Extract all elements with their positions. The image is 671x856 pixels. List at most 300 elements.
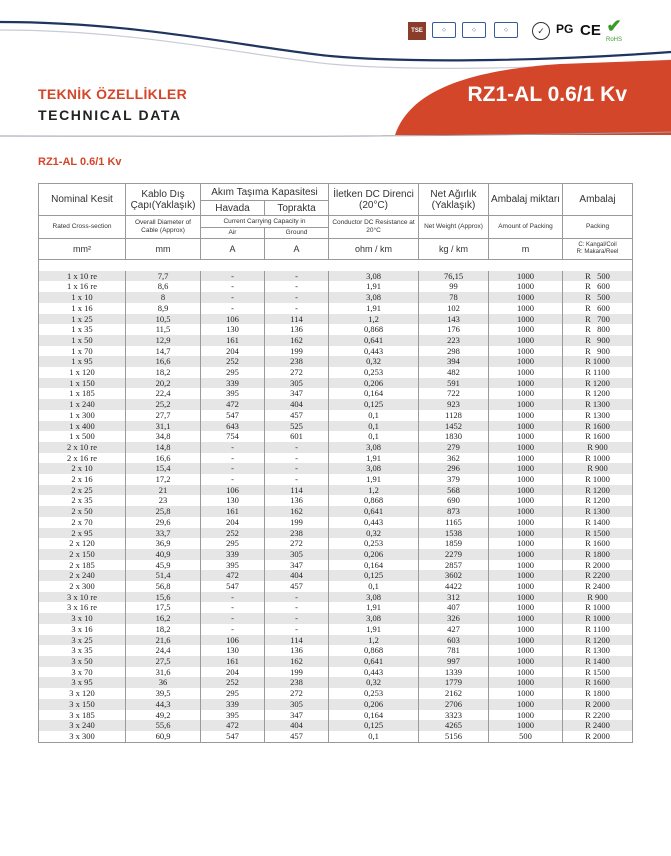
cell-air: 472 <box>201 570 265 581</box>
cell-weight: 568 <box>419 485 489 496</box>
cell-section: 3 x 25 <box>39 635 126 646</box>
cell-packing: R 1000 <box>563 453 633 464</box>
cell-section: 1 x 10 re <box>39 271 126 282</box>
cell-resistance: 0,206 <box>329 549 419 560</box>
cell-packing: R 1300 <box>563 506 633 517</box>
cell-section: 1 x 240 <box>39 399 126 410</box>
cell-diameter: 11,5 <box>126 324 201 335</box>
cell-section: 2 x 10 <box>39 463 126 474</box>
cell-diameter: 31,1 <box>126 421 201 432</box>
cell-diameter: 15,4 <box>126 463 201 474</box>
tse-mark-icon: TSE <box>408 22 426 40</box>
cell-packing: R 1600 <box>563 677 633 688</box>
cell-section: 1 x 35 <box>39 324 126 335</box>
unit-air: A <box>201 239 265 260</box>
cell-air: 547 <box>201 731 265 742</box>
cell-resistance: 0,253 <box>329 367 419 378</box>
cell-ground: 272 <box>265 688 329 699</box>
cell-ground: 525 <box>265 421 329 432</box>
cell-diameter: 10,5 <box>126 314 201 325</box>
cell-section: 1 x 150 <box>39 378 126 389</box>
cell-resistance: 3,08 <box>329 442 419 453</box>
cell-ground: 272 <box>265 538 329 549</box>
cell-weight: 326 <box>419 613 489 624</box>
cell-amount: 1000 <box>489 463 563 474</box>
cell-air: 547 <box>201 581 265 592</box>
cell-resistance: 0,641 <box>329 335 419 346</box>
cell-packing: R 900 <box>563 463 633 474</box>
cell-diameter: 40,9 <box>126 549 201 560</box>
table-row <box>39 281 633 292</box>
cell-packing: R 1000 <box>563 602 633 613</box>
cell-air: 130 <box>201 645 265 656</box>
cell-section: 2 x 120 <box>39 538 126 549</box>
cell-section: 2 x 35 <box>39 495 126 506</box>
cell-ground: 347 <box>265 388 329 399</box>
table-row <box>39 677 633 688</box>
cell-resistance: 0,1 <box>329 421 419 432</box>
cell-ground: 136 <box>265 495 329 506</box>
cell-resistance: 1,91 <box>329 281 419 292</box>
cell-amount: 1000 <box>489 699 563 710</box>
check-icon: ✔ <box>606 16 622 36</box>
cell-packing: R 1300 <box>563 399 633 410</box>
cell-air: 161 <box>201 506 265 517</box>
cell-weight: 591 <box>419 378 489 389</box>
certification-diamond-icon: ◇ <box>432 22 456 38</box>
cell-packing: R 900 <box>563 442 633 453</box>
header-amount: Ambalaj miktarı <box>489 184 563 216</box>
table-row <box>39 731 633 742</box>
cell-amount: 1000 <box>489 292 563 303</box>
cell-diameter: 55,6 <box>126 720 201 731</box>
unit-amount: m <box>489 239 563 260</box>
table-row <box>39 335 633 346</box>
cell-air: - <box>201 271 265 282</box>
cell-section: 3 x 50 <box>39 656 126 667</box>
cell-amount: 1000 <box>489 474 563 485</box>
cell-amount: 1000 <box>489 560 563 571</box>
cell-diameter: 8,6 <box>126 281 201 292</box>
table-row <box>39 271 633 282</box>
cell-section: 3 x 300 <box>39 731 126 742</box>
cell-air: 295 <box>201 688 265 699</box>
cell-amount: 1000 <box>489 399 563 410</box>
cell-amount: 1000 <box>489 667 563 678</box>
header-en-packing: Packing <box>563 216 633 239</box>
cell-resistance: 3,08 <box>329 463 419 474</box>
cell-packing: R 1500 <box>563 667 633 678</box>
table-row <box>39 367 633 378</box>
cell-resistance: 1,2 <box>329 635 419 646</box>
cell-resistance: 0,253 <box>329 688 419 699</box>
table-row <box>39 463 633 474</box>
cell-weight: 4265 <box>419 720 489 731</box>
table-row <box>39 517 633 528</box>
table-row <box>39 635 633 646</box>
table-row <box>39 549 633 560</box>
cell-resistance: 0,32 <box>329 528 419 539</box>
cell-air: 472 <box>201 720 265 731</box>
table-row <box>39 581 633 592</box>
cell-resistance: 0,443 <box>329 517 419 528</box>
cell-amount: 1000 <box>489 517 563 528</box>
cell-weight: 1830 <box>419 431 489 442</box>
cell-weight: 690 <box>419 495 489 506</box>
cell-packing: R 900 <box>563 592 633 603</box>
cell-amount: 1000 <box>489 314 563 325</box>
cell-amount: 1000 <box>489 346 563 357</box>
cell-diameter: 33,7 <box>126 528 201 539</box>
cell-section: 2 x 25 <box>39 485 126 496</box>
cell-resistance: 0,125 <box>329 720 419 731</box>
cell-amount: 1000 <box>489 581 563 592</box>
cell-weight: 2279 <box>419 549 489 560</box>
cell-diameter: 18,2 <box>126 624 201 635</box>
table-row <box>39 314 633 325</box>
cell-packing: R 600 <box>563 303 633 314</box>
cell-weight: 176 <box>419 324 489 335</box>
cell-air: 643 <box>201 421 265 432</box>
cell-resistance: 0,641 <box>329 506 419 517</box>
cell-air: - <box>201 602 265 613</box>
table-row <box>39 720 633 731</box>
cell-diameter: 21,6 <box>126 635 201 646</box>
cell-section: 3 x 35 <box>39 645 126 656</box>
cell-amount: 1000 <box>489 528 563 539</box>
cell-resistance: 1,2 <box>329 485 419 496</box>
header-resistance: İletken DC Direnci (20°C) <box>329 184 419 216</box>
cell-packing: R 1200 <box>563 378 633 389</box>
cell-air: 339 <box>201 378 265 389</box>
pg-icon: PG <box>556 22 574 36</box>
technical-data-table <box>38 183 633 743</box>
cell-air: - <box>201 442 265 453</box>
unit-weight: kg / km <box>419 239 489 260</box>
cell-packing: R 1200 <box>563 388 633 399</box>
cell-diameter: 24,4 <box>126 645 201 656</box>
cell-ground: 136 <box>265 324 329 335</box>
cell-amount: 1000 <box>489 613 563 624</box>
cell-resistance: 0,32 <box>329 356 419 367</box>
cell-resistance: 1,91 <box>329 474 419 485</box>
certification-diamond-icon: ◇ <box>462 22 486 38</box>
cell-air: - <box>201 474 265 485</box>
cell-packing: R 2000 <box>563 699 633 710</box>
cell-amount: 1000 <box>489 570 563 581</box>
cell-ground: - <box>265 292 329 303</box>
cell-diameter: 16,6 <box>126 356 201 367</box>
table-row <box>39 442 633 453</box>
cell-packing: R 800 <box>563 324 633 335</box>
table-row <box>39 453 633 464</box>
header-current: Akım Taşıma Kapasitesi <box>201 184 329 201</box>
certification-diamond-icon: ◇ <box>494 22 518 38</box>
rohs-label: RoHS <box>606 37 623 43</box>
cell-air: - <box>201 613 265 624</box>
unit-packing-reel: R: Makara/Reel <box>576 249 619 255</box>
cell-ground: - <box>265 602 329 613</box>
cell-diameter: 39,5 <box>126 688 201 699</box>
cell-section: 3 x 10 <box>39 613 126 624</box>
cell-resistance: 1,91 <box>329 453 419 464</box>
cell-amount: 1000 <box>489 602 563 613</box>
cell-ground: - <box>265 271 329 282</box>
cell-diameter: 27,5 <box>126 656 201 667</box>
cell-resistance: 3,08 <box>329 271 419 282</box>
cell-diameter: 44,3 <box>126 699 201 710</box>
table-row <box>39 592 633 603</box>
table-row <box>39 431 633 442</box>
cell-weight: 781 <box>419 645 489 656</box>
cell-packing: R 1800 <box>563 549 633 560</box>
cell-amount: 1000 <box>489 538 563 549</box>
ce-mark: CE <box>580 22 601 39</box>
cell-amount: 1000 <box>489 624 563 635</box>
cell-ground: 305 <box>265 699 329 710</box>
cell-resistance: 0,206 <box>329 699 419 710</box>
cell-packing: R 1100 <box>563 367 633 378</box>
cell-section: 1 x 400 <box>39 421 126 432</box>
unit-resistance: ohm / km <box>329 239 419 260</box>
cell-weight: 296 <box>419 463 489 474</box>
cell-diameter: 22,4 <box>126 388 201 399</box>
table-row <box>39 613 633 624</box>
cell-resistance: 0,443 <box>329 667 419 678</box>
cell-ground: 404 <box>265 399 329 410</box>
cell-weight: 3323 <box>419 710 489 721</box>
cell-ground: - <box>265 453 329 464</box>
cell-weight: 923 <box>419 399 489 410</box>
cell-weight: 1452 <box>419 421 489 432</box>
cell-air: 395 <box>201 710 265 721</box>
header-ground: Toprakta <box>265 201 329 216</box>
cell-resistance: 0,206 <box>329 378 419 389</box>
header-air: Havada <box>201 201 265 216</box>
cell-amount: 500 <box>489 731 563 742</box>
cell-weight: 2857 <box>419 560 489 571</box>
product-title: RZ1-AL 0.6/1 Kv <box>467 83 627 106</box>
cell-section: 2 x 240 <box>39 570 126 581</box>
cell-weight: 1538 <box>419 528 489 539</box>
table-row <box>39 560 633 571</box>
cell-ground: 199 <box>265 667 329 678</box>
cell-air: 252 <box>201 677 265 688</box>
page-header <box>0 0 671 145</box>
cell-weight: 362 <box>419 453 489 464</box>
cell-ground: 404 <box>265 720 329 731</box>
cell-amount: 1000 <box>489 410 563 421</box>
cell-diameter: 8,9 <box>126 303 201 314</box>
cell-diameter: 60,9 <box>126 731 201 742</box>
cell-resistance: 1,2 <box>329 314 419 325</box>
cell-packing: R 500 <box>563 292 633 303</box>
cell-weight: 5156 <box>419 731 489 742</box>
cell-diameter: 15,6 <box>126 592 201 603</box>
cell-diameter: 8 <box>126 292 201 303</box>
cell-amount: 1000 <box>489 442 563 453</box>
cell-air: 547 <box>201 410 265 421</box>
cell-packing: R 900 <box>563 335 633 346</box>
cell-resistance: 0,32 <box>329 677 419 688</box>
cell-section: 3 x 185 <box>39 710 126 721</box>
cell-weight: 298 <box>419 346 489 357</box>
table-row <box>39 410 633 421</box>
cell-weight: 407 <box>419 602 489 613</box>
cell-weight: 2162 <box>419 688 489 699</box>
cell-diameter: 56,8 <box>126 581 201 592</box>
cell-section: 3 x 240 <box>39 720 126 731</box>
cell-packing: R 900 <box>563 346 633 357</box>
cell-amount: 1000 <box>489 303 563 314</box>
cell-section: 3 x 16 re <box>39 602 126 613</box>
cell-amount: 1000 <box>489 549 563 560</box>
cell-ground: 305 <box>265 378 329 389</box>
cell-air: 106 <box>201 314 265 325</box>
cell-section: 1 x 16 re <box>39 281 126 292</box>
cell-section: 2 x 95 <box>39 528 126 539</box>
cell-diameter: 12,9 <box>126 335 201 346</box>
cell-ground: 162 <box>265 335 329 346</box>
cell-weight: 78 <box>419 292 489 303</box>
cell-packing: R 1000 <box>563 474 633 485</box>
cell-weight: 1859 <box>419 538 489 549</box>
cell-ground: 238 <box>265 528 329 539</box>
cell-diameter: 34,8 <box>126 431 201 442</box>
cell-packing: R 700 <box>563 314 633 325</box>
cell-section: 1 x 70 <box>39 346 126 357</box>
cell-section: 3 x 70 <box>39 667 126 678</box>
cell-resistance: 3,08 <box>329 592 419 603</box>
cell-amount: 1000 <box>489 378 563 389</box>
cell-diameter: 18,2 <box>126 367 201 378</box>
cell-section: 2 x 185 <box>39 560 126 571</box>
table-row <box>39 688 633 699</box>
cell-resistance: 0,641 <box>329 656 419 667</box>
cell-packing: R 2200 <box>563 710 633 721</box>
cell-packing: R 1800 <box>563 688 633 699</box>
cell-air: 204 <box>201 517 265 528</box>
header-en-diameter: Overall Diameter of Cable (Approx) <box>126 216 201 239</box>
cell-diameter: 51,4 <box>126 570 201 581</box>
cell-section: 2 x 300 <box>39 581 126 592</box>
header-en-amount: Amount of Packing <box>489 216 563 239</box>
section-title-english: TECHNICAL DATA <box>38 107 182 123</box>
cell-ground: - <box>265 281 329 292</box>
cell-amount: 1000 <box>489 495 563 506</box>
cell-packing: R 1300 <box>563 410 633 421</box>
cell-diameter: 49,2 <box>126 710 201 721</box>
cell-diameter: 17,5 <box>126 602 201 613</box>
cell-weight: 143 <box>419 314 489 325</box>
cell-diameter: 27,7 <box>126 410 201 421</box>
cell-weight: 722 <box>419 388 489 399</box>
cell-packing: R 1400 <box>563 656 633 667</box>
cell-amount: 1000 <box>489 335 563 346</box>
cell-weight: 102 <box>419 303 489 314</box>
cell-air: 472 <box>201 399 265 410</box>
header-packing: Ambalaj <box>563 184 633 216</box>
table-header <box>39 184 633 271</box>
table-row <box>39 324 633 335</box>
cell-resistance: 0,1 <box>329 581 419 592</box>
cell-amount: 1000 <box>489 421 563 432</box>
cell-packing: R 1000 <box>563 356 633 367</box>
cell-air: 252 <box>201 528 265 539</box>
cell-air: - <box>201 292 265 303</box>
cell-section: 2 x 70 <box>39 517 126 528</box>
cell-packing: R 600 <box>563 281 633 292</box>
cell-packing: R 1600 <box>563 431 633 442</box>
cell-amount: 1000 <box>489 485 563 496</box>
cell-ground: 457 <box>265 731 329 742</box>
cell-packing: R 2000 <box>563 731 633 742</box>
cell-ground: 162 <box>265 506 329 517</box>
cell-air: 339 <box>201 549 265 560</box>
cell-amount: 1000 <box>489 688 563 699</box>
table-row <box>39 421 633 432</box>
cell-section: 1 x 25 <box>39 314 126 325</box>
cell-packing: R 1300 <box>563 645 633 656</box>
cell-amount: 1000 <box>489 367 563 378</box>
cell-resistance: 1,91 <box>329 602 419 613</box>
cell-weight: 394 <box>419 356 489 367</box>
cell-diameter: 16,2 <box>126 613 201 624</box>
table-row <box>39 388 633 399</box>
cell-ground: 199 <box>265 517 329 528</box>
table-body <box>39 271 633 742</box>
cell-packing: R 1400 <box>563 517 633 528</box>
cell-resistance: 0,1 <box>329 431 419 442</box>
cell-ground: 162 <box>265 656 329 667</box>
cell-packing: R 1600 <box>563 421 633 432</box>
cell-diameter: 25,2 <box>126 399 201 410</box>
cell-diameter: 36,9 <box>126 538 201 549</box>
cell-amount: 1000 <box>489 453 563 464</box>
cell-weight: 873 <box>419 506 489 517</box>
table-row <box>39 506 633 517</box>
cell-ground: 114 <box>265 314 329 325</box>
cell-section: 1 x 120 <box>39 367 126 378</box>
table-row <box>39 538 633 549</box>
cell-ground: - <box>265 303 329 314</box>
header-en-air: Air <box>201 227 265 239</box>
cell-packing: R 1100 <box>563 624 633 635</box>
cell-ground: 457 <box>265 410 329 421</box>
cell-air: 395 <box>201 560 265 571</box>
table-row <box>39 495 633 506</box>
cell-diameter: 14,8 <box>126 442 201 453</box>
cell-packing: R 1200 <box>563 495 633 506</box>
cell-section: 2 x 16 re <box>39 453 126 464</box>
cell-ground: - <box>265 592 329 603</box>
unit-packing-coil: C: Kangal/Coil <box>578 242 617 248</box>
cell-diameter: 16,6 <box>126 453 201 464</box>
cell-resistance: 0,164 <box>329 560 419 571</box>
cell-resistance: 1,91 <box>329 624 419 635</box>
cell-section: 2 x 50 <box>39 506 126 517</box>
cell-amount: 1000 <box>489 645 563 656</box>
table-row <box>39 667 633 678</box>
cell-weight: 997 <box>419 656 489 667</box>
cell-packing: R 2000 <box>563 560 633 571</box>
cell-weight: 379 <box>419 474 489 485</box>
cell-section: 2 x 150 <box>39 549 126 560</box>
cell-diameter: 23 <box>126 495 201 506</box>
cell-air: - <box>201 281 265 292</box>
table-row <box>39 699 633 710</box>
cell-resistance: 0,868 <box>329 495 419 506</box>
